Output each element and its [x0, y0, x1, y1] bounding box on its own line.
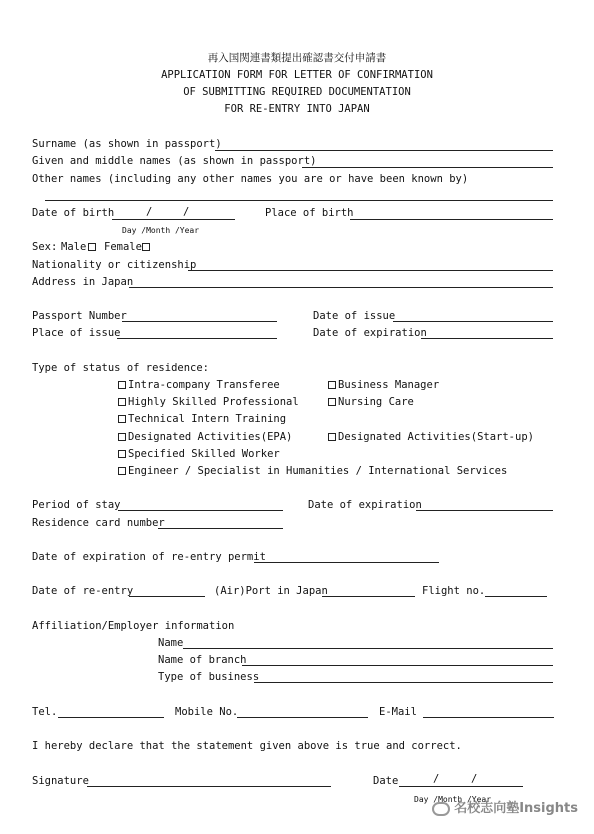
date-of-birth-field[interactable] — [112, 219, 235, 220]
specified-skilled-checkbox[interactable] — [118, 450, 126, 458]
place-of-birth-field[interactable] — [350, 219, 553, 220]
form-title-line-3: FOR RE-ENTRY INTO JAPAN — [224, 103, 370, 115]
place-of-issue-field[interactable] — [117, 338, 277, 339]
date-of-expiration-label: Date of expiration — [313, 327, 427, 339]
watermark-text: 名校志向塾Insights — [454, 801, 578, 816]
surname-field[interactable] — [215, 150, 553, 151]
signature-date-slash-1: / — [433, 773, 440, 785]
engineer-specialist-label: Engineer / Specialist in Humanities / International Services — [128, 465, 508, 477]
period-of-stay-field[interactable] — [118, 510, 283, 511]
signature-date-hint: Day /Month /Year — [414, 795, 492, 804]
engineer-specialist-checkbox[interactable] — [118, 467, 126, 475]
other-names-label: Other names (including any other names you are or have been known by) — [32, 173, 469, 185]
nursing-care-label: Nursing Care — [338, 396, 414, 408]
designated-epa-label: Designated Activities(EPA) — [128, 431, 293, 443]
employer-business-field[interactable] — [254, 682, 553, 683]
employer-heading: Affiliation/Employer information — [32, 620, 235, 632]
signature-date-label: Date — [373, 775, 399, 787]
dob-slash-2: / — [183, 206, 190, 218]
designated-epa-checkbox[interactable] — [118, 433, 126, 441]
airport-field[interactable] — [322, 596, 415, 597]
stay-expiration-field[interactable] — [416, 510, 553, 511]
technical-intern-label: Technical Intern Training — [128, 413, 287, 425]
watermark — [432, 797, 578, 816]
residence-status-heading: Type of status of residence: — [32, 362, 210, 374]
tel-label: Tel. — [32, 706, 58, 718]
designated-startup-label: Designated Activities(Start-up) — [338, 431, 534, 443]
signature-date-slash-2: / — [471, 773, 478, 785]
passport-number-label: Passport Number — [32, 310, 127, 322]
highly-skilled-label: Highly Skilled Professional — [128, 396, 299, 408]
place-of-issue-label: Place of issue — [32, 327, 121, 339]
address-label: Address in Japan — [32, 276, 134, 288]
airport-label: (Air)Port in Japan — [214, 585, 328, 597]
form-title-japanese: 再入国関連書類提出確認書交付申請書 — [207, 52, 387, 64]
date-of-issue-label: Date of issue — [313, 310, 396, 322]
female-checkbox[interactable] — [142, 243, 150, 251]
address-field[interactable] — [129, 287, 553, 288]
designated-startup-checkbox[interactable] — [328, 433, 336, 441]
email-field[interactable] — [423, 717, 554, 718]
mobile-field[interactable] — [237, 717, 368, 718]
employer-business-label: Type of business — [158, 671, 260, 683]
mobile-label: Mobile No. — [175, 706, 239, 718]
residence-card-field[interactable] — [158, 528, 283, 529]
business-manager-checkbox[interactable] — [328, 381, 336, 389]
male-checkbox[interactable] — [88, 243, 96, 251]
flight-number-label: Flight no. — [422, 585, 486, 597]
form-title-line-2: OF SUBMITTING REQUIRED DOCUMENTATION — [183, 86, 411, 98]
email-label: E-Mail — [379, 706, 417, 718]
reentry-permit-expiration-label: Date of expiration of re-entry permit — [32, 551, 266, 563]
dob-slash-1: / — [146, 206, 153, 218]
watermark-logo-icon — [432, 802, 450, 816]
technical-intern-checkbox[interactable] — [118, 415, 126, 423]
employer-name-field[interactable] — [183, 648, 553, 649]
dob-format-hint: Day /Month /Year — [122, 226, 200, 235]
given-names-field[interactable] — [302, 167, 553, 168]
signature-field[interactable] — [87, 786, 331, 787]
passport-number-field[interactable] — [122, 321, 277, 322]
stay-expiration-label: Date of expiration — [308, 499, 422, 511]
business-manager-label: Business Manager — [338, 379, 440, 391]
specified-skilled-label: Specified Skilled Worker — [128, 448, 280, 460]
signature-label: Signature — [32, 775, 89, 787]
intra-company-checkbox[interactable] — [118, 381, 126, 389]
form-title-line-1: APPLICATION FORM FOR LETTER OF CONFIRMATION — [161, 69, 433, 81]
female-label: Female — [104, 241, 142, 253]
nationality-field[interactable] — [188, 270, 553, 271]
nursing-care-checkbox[interactable] — [328, 398, 336, 406]
highly-skilled-checkbox[interactable] — [118, 398, 126, 406]
reentry-date-label: Date of re-entry — [32, 585, 134, 597]
reentry-date-field[interactable] — [129, 596, 205, 597]
period-of-stay-label: Period of stay — [32, 499, 121, 511]
nationality-label: Nationality or citizenship — [32, 259, 197, 271]
surname-label: Surname (as shown in passport) — [32, 138, 222, 150]
date-of-birth-label: Date of birth — [32, 207, 115, 219]
date-of-expiration-field[interactable] — [421, 338, 553, 339]
employer-branch-label: Name of branch — [158, 654, 247, 666]
male-label: Male — [61, 241, 87, 253]
intra-company-label: Intra-company Transferee — [128, 379, 280, 391]
given-names-label: Given and middle names (as shown in passport) — [32, 155, 317, 167]
declaration-text: I hereby declare that the statement given above is true and correct. — [32, 740, 462, 752]
residence-card-label: Residence card number — [32, 517, 165, 529]
other-names-field[interactable] — [45, 200, 553, 201]
tel-field[interactable] — [58, 717, 164, 718]
reentry-permit-expiration-field[interactable] — [254, 562, 439, 563]
signature-date-field[interactable] — [399, 786, 523, 787]
place-of-birth-label: Place of birth — [265, 207, 354, 219]
flight-number-field[interactable] — [485, 596, 547, 597]
sex-label: Sex: — [32, 241, 58, 253]
employer-branch-field[interactable] — [242, 665, 553, 666]
employer-name-label: Name — [158, 637, 184, 649]
date-of-issue-field[interactable] — [393, 321, 553, 322]
